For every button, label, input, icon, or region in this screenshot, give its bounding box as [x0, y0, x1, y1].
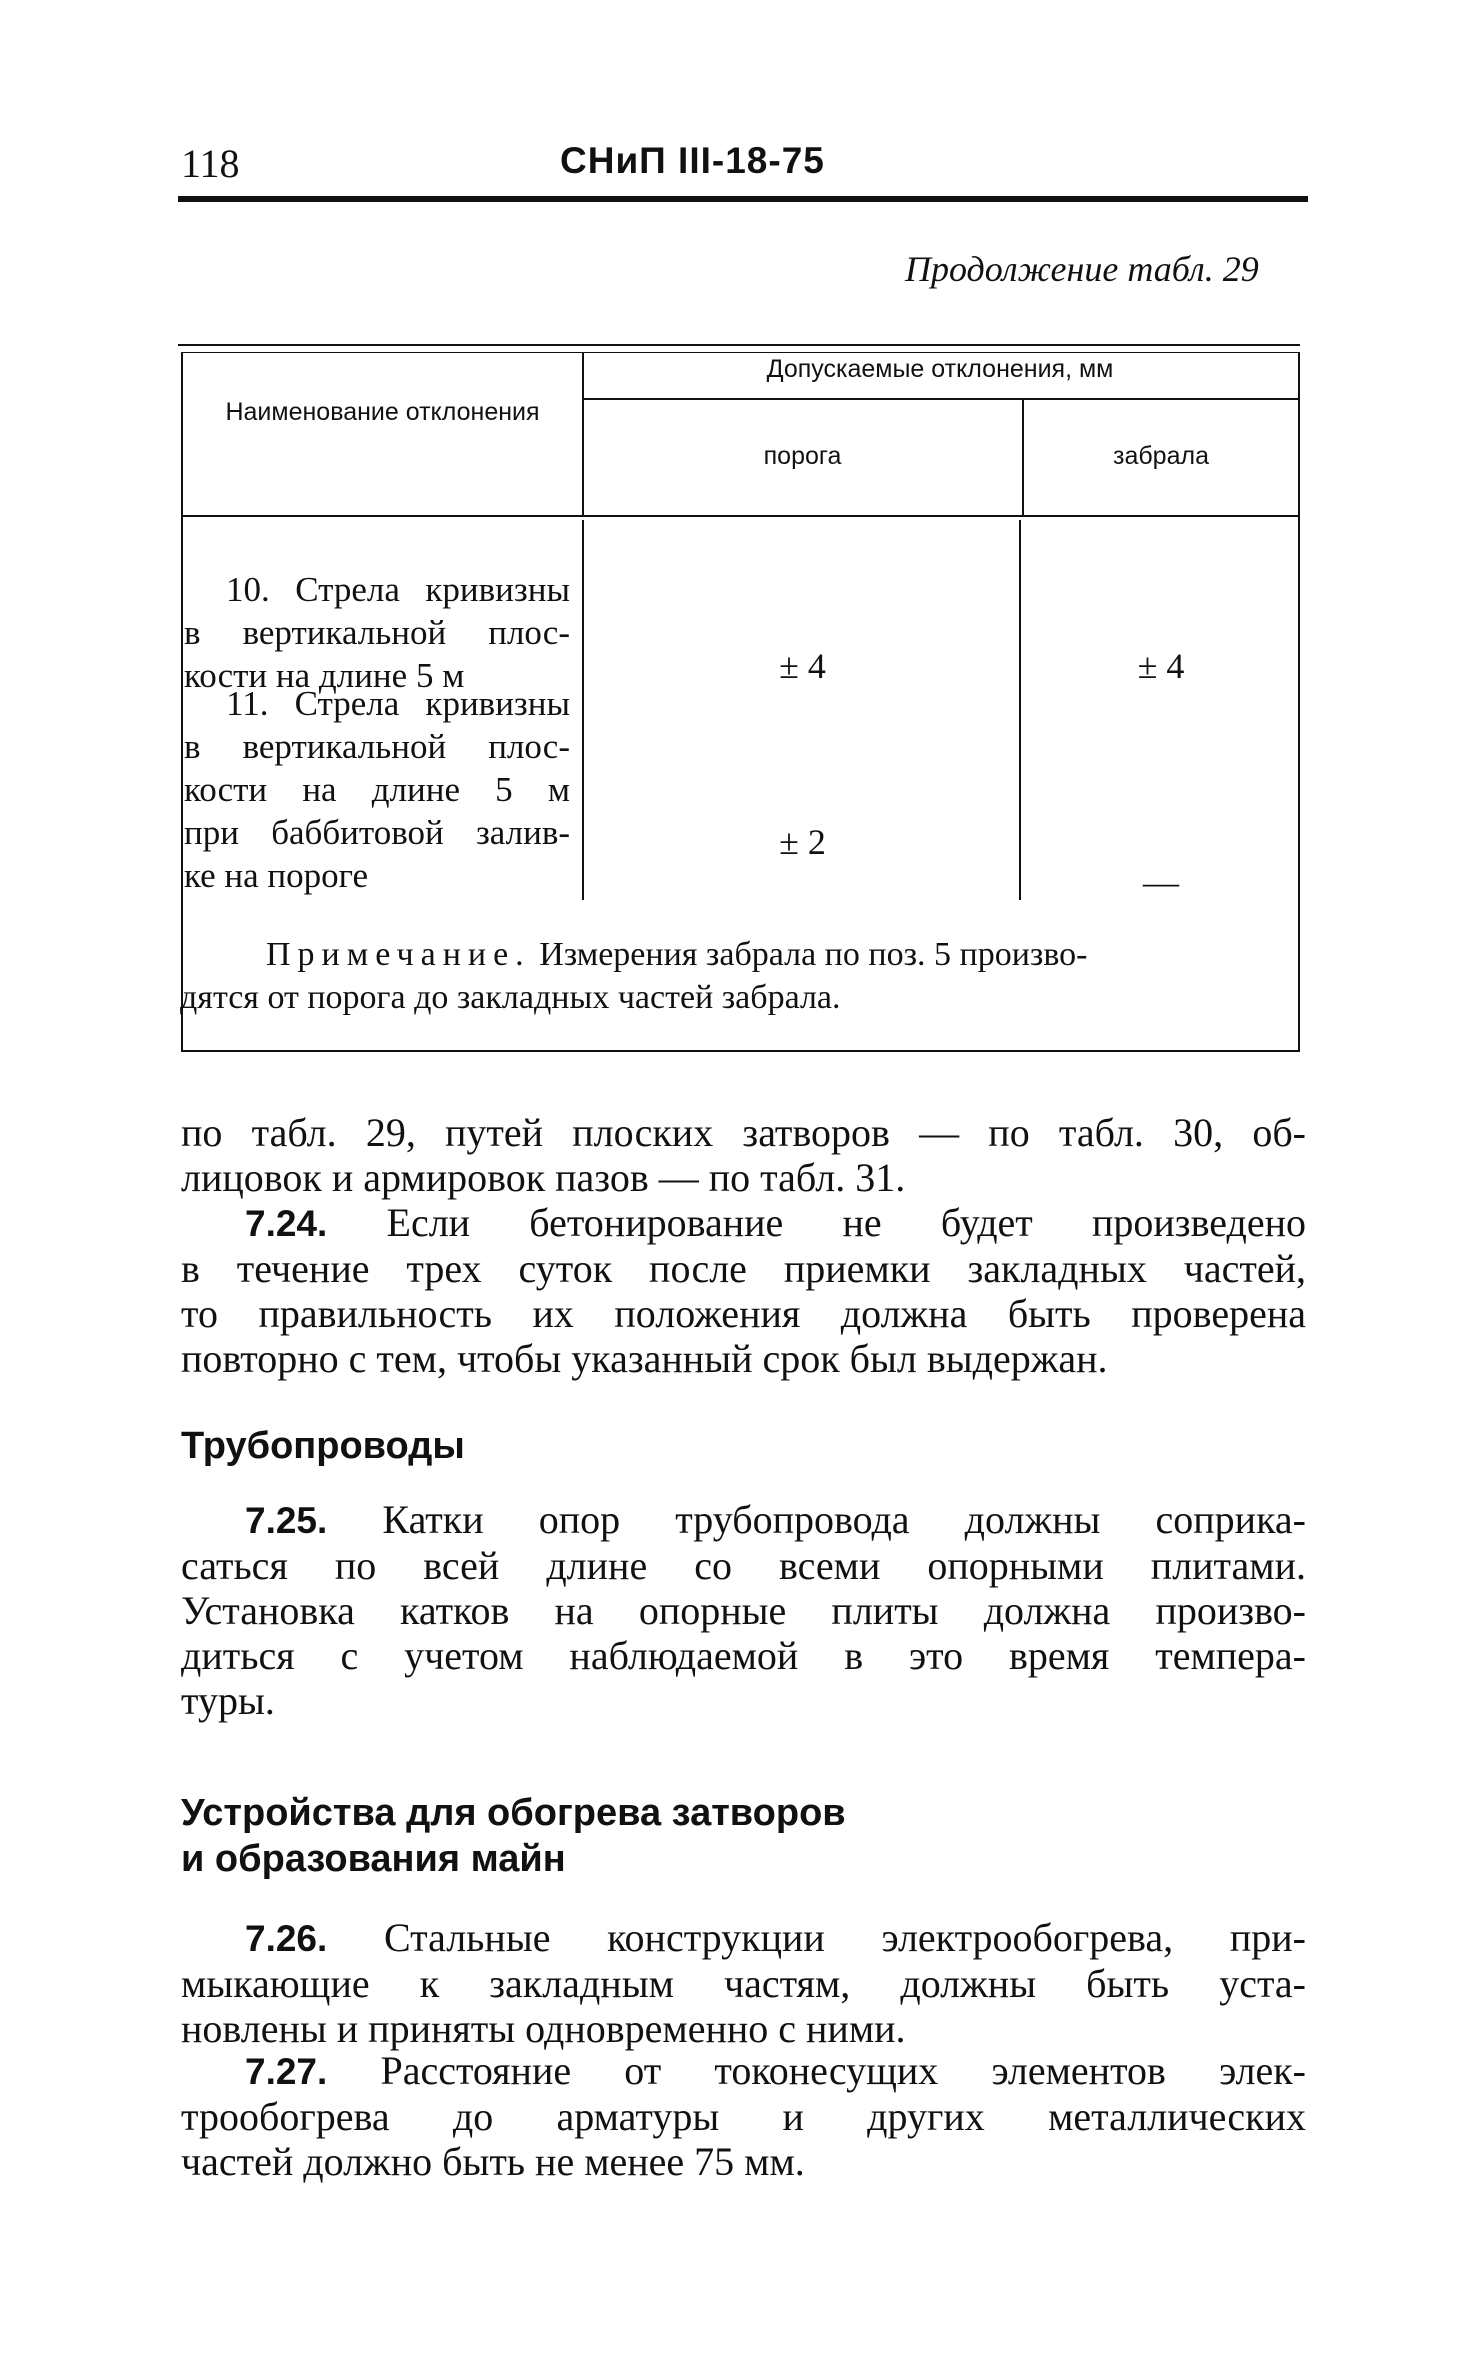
row-10-name-line: в вертикальной плос- [184, 613, 570, 652]
text-line: 7.24. Если бетонирование не будет произведено [245, 1200, 1306, 1245]
table-top-rule [178, 344, 1300, 346]
table-col-divider-1-body [582, 520, 584, 900]
row-10-name-line: 10. Стрела кривизны [226, 570, 570, 609]
section-heading-heating [181, 1790, 846, 1882]
text-line: мыкающие к закладным частям, должны быть уста- [181, 1961, 1306, 2006]
clause-7-24 [181, 1200, 1306, 1381]
text-line: по табл. 29, путей плоских затворов — по табл. 30, об- [181, 1110, 1306, 1155]
row-10-threshold: ± 4 [779, 646, 826, 686]
paragraph-table-references [181, 1110, 1306, 1200]
text-line: туры. [181, 1678, 275, 1723]
text-line: 7.25. Катки опор трубопровода должны соприка- [245, 1497, 1306, 1542]
heading-line: Устройства для обогрева затворов [181, 1792, 846, 1834]
clause-7-25 [181, 1497, 1306, 1723]
note-label: Примечание. [266, 936, 531, 973]
table-group-rule [582, 398, 1298, 400]
row-10-name-line: кости на длине 5 м [184, 656, 465, 695]
document-code: СНиП III-18-75 [560, 140, 825, 181]
table-left-border [181, 352, 183, 1052]
text-line: в течение трех суток после приемки закладных частей, [181, 1246, 1306, 1291]
clause-number: 7.25. [245, 1500, 328, 1541]
col-header-threshold: порога [763, 442, 842, 470]
row-10-name [184, 568, 570, 697]
row-10-visor: ± 4 [1137, 646, 1185, 686]
page-number: 118 [181, 141, 240, 186]
clause-number: 7.27. [245, 2051, 328, 2092]
table-col-divider-1 [582, 352, 584, 515]
col-header-group: Допускаемые отклонения, мм [766, 355, 1114, 383]
note-text-continued: дятся от порога до закладных частей забрала. [180, 979, 841, 1016]
row-11-name [184, 682, 570, 897]
row-11-name-line: кости на длине 5 м [184, 770, 570, 809]
text-line: то правильность их положения должна быть проверена [181, 1291, 1306, 1336]
text-line: лицовок и армировок пазов — по табл. 31. [181, 1155, 906, 1200]
table-top-rule-inner [182, 352, 1300, 353]
clause-7-27 [181, 2048, 1306, 2184]
text-line: новлены и приняты одновременно с ними. [181, 2006, 906, 2051]
row-11-threshold: ± 2 [779, 822, 826, 862]
table-bottom-rule [181, 1050, 1300, 1052]
header-rule [178, 196, 1308, 202]
table-note [180, 933, 1296, 1019]
clause-number: 7.24. [245, 1203, 328, 1244]
note-text: Измерения забрала по поз. 5 произво- [530, 936, 1088, 973]
col-header-visor: забрала [1113, 442, 1209, 470]
row-11-name-line: ке на пороге [184, 856, 369, 895]
col-header-name: Наименование отклонения [225, 398, 540, 426]
row-11-name-line: в вертикальной плос- [184, 727, 570, 766]
clause-7-26 [181, 1915, 1306, 2051]
table-continuation-caption: Продолжение табл. 29 [905, 249, 1259, 289]
text-line: саться по всей длине со всеми опорными плитами. [181, 1543, 1306, 1588]
clause-number: 7.26. [245, 1918, 328, 1959]
text-line: 7.26. Стальные конструкции электрообогрева, при- [245, 1915, 1306, 1960]
row-11-name-line: при баббитовой залив- [184, 813, 570, 852]
row-11-visor: — [1143, 862, 1179, 902]
row-11-name-line: 11. Стрела кривизны [226, 684, 570, 723]
text-line: Установка катков на опорные плиты должна произво- [181, 1588, 1306, 1633]
table-col-divider-2 [1022, 400, 1024, 515]
text-line: трообогрева до арматуры и других металлических [181, 2094, 1306, 2139]
table-col-divider-2-body [1019, 520, 1021, 900]
text-line: частей должно быть не менее 75 мм. [181, 2139, 805, 2184]
table-right-border [1298, 352, 1300, 1052]
text-line: повторно с тем, чтобы указанный срок был выдержан. [181, 1336, 1108, 1381]
table-header-bottom-rule [181, 515, 1298, 517]
section-heading-pipelines: Трубопроводы [181, 1425, 465, 1467]
heading-line: и образования майн [181, 1838, 566, 1880]
text-line: диться с учетом наблюдаемой в это время темпера- [181, 1633, 1306, 1678]
text-line: 7.27. Расстояние от токонесущих элементов элек- [245, 2048, 1306, 2093]
